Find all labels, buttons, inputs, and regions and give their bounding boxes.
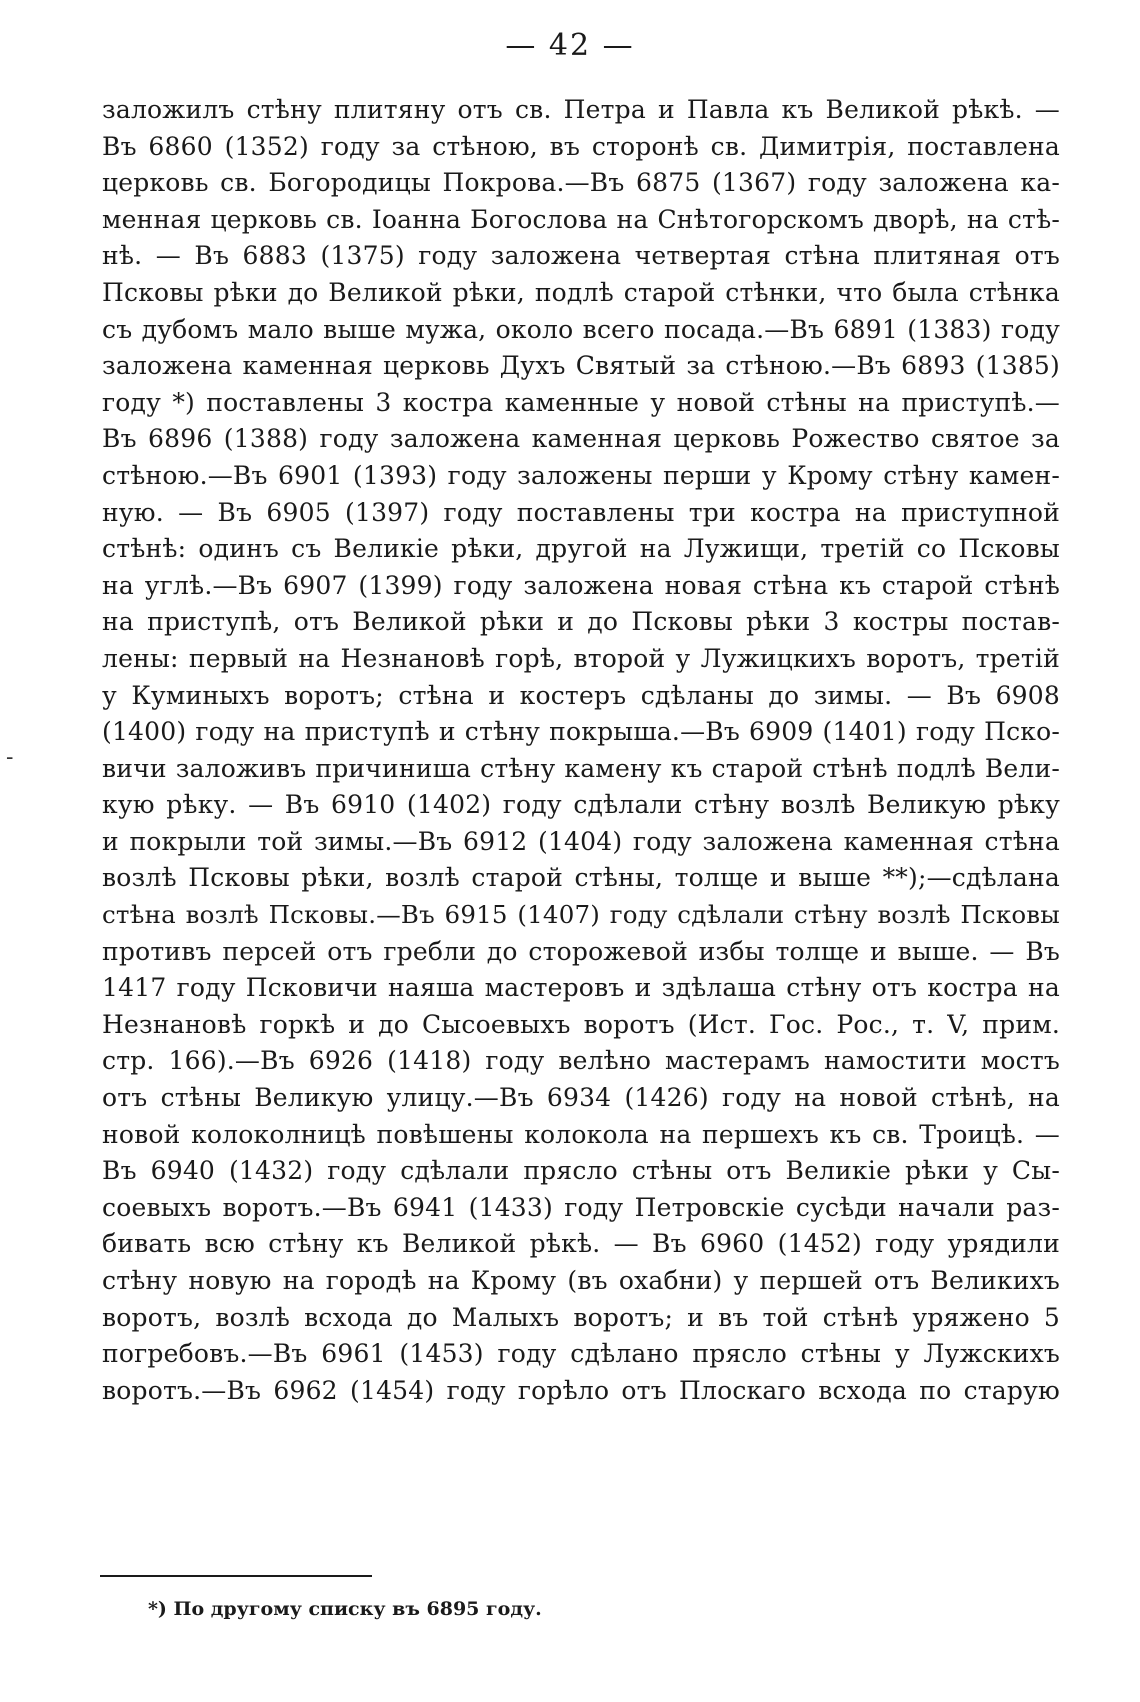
text-line: противъ персей отъ гребли до сторожевой избы толще и выше. — Въ [102,936,1060,966]
footnotes [148,1592,1068,1660]
text-line: Въ 6896 (1388) году заложена каменная церковь Рожество святое за [102,424,1060,454]
text-line: соевыхъ воротъ.—Въ 6941 (1433) году Петровскіе сусѣди начали раз- [102,1192,1060,1222]
text-line: стѣна возлѣ Псковы.—Въ 6915 (1407) году сдѣлали стѣну возлѣ Псковы [102,900,1060,930]
text-line: вичи заложивъ причиниша стѣну камену къ старой стѣнѣ подлѣ Вели- [102,753,1060,783]
text-line: заложена каменная церковь Духъ Святый за стѣною.—Въ 6893 (1385) [102,351,1060,381]
text-line: (1400) году на приступѣ и стѣну покрыша.—Въ 6909 (1401) году Пско- [102,717,1060,747]
text-line: Псковы рѣки до Великой рѣки, подлѣ старой стѣнки, что была стѣнка [102,277,1060,307]
text-line: кую рѣку. — Въ 6910 (1402) году сдѣлали стѣну возлѣ Великую рѣку [102,790,1060,820]
page-number: — 42 — [505,28,635,63]
text-line: у Куминыхъ воротъ; стѣна и костеръ сдѣланы до зимы. — Въ 6908 [102,680,1060,710]
text-line: Незнановѣ горкѣ и до Сысоевыхъ воротъ (Ист. Гос. Рос., т. V, прим. [102,1009,1060,1039]
text-line: бивать всю стѣну къ Великой рѣкѣ. — Въ 6960 (1452) году урядили [102,1229,1060,1259]
margin-mark: - [6,745,14,770]
text-line: году *) поставлены 3 костра каменные у новой стѣны на приступѣ.— [102,387,1060,417]
footnote-divider [100,1575,372,1577]
text-line: на приступѣ, отъ Великой рѣки и до Псковы рѣки 3 костры постав- [102,607,1060,637]
text-line: нѣ. — Въ 6883 (1375) году заложена четвертая стѣна плитяная отъ [102,241,1060,271]
main-text [102,92,1060,1409]
text-line: ную. — Въ 6905 (1397) году поставлены три костра на приступной [102,497,1060,527]
text-line: воротъ, возлѣ всхода до Малыхъ воротъ; и въ той стѣнѣ уряжено 5 [102,1302,1060,1332]
text-line: стѣну новую на городѣ на Крому (въ охабни) у першей отъ Великихъ [102,1266,1060,1295]
text-line: 1417 году Псковичи наяша мастеровъ и здѣлаша стѣну отъ костра на [102,973,1060,1003]
text-line: Въ 6940 (1432) году сдѣлали прясло стѣны отъ Великіе рѣки у Сы- [102,1156,1060,1186]
text-line: стѣною.—Въ 6901 (1393) году заложены перши у Крому стѣну камен- [102,460,1060,490]
text-line: съ дубомъ мало выше мужа, около всего посада.—Въ 6891 (1383) году [102,314,1060,344]
text-line: заложилъ стѣну плитяну отъ св. Петра и Павла къ Великой рѣкѣ. — [102,95,1060,124]
text-line: стр. 166).—Въ 6926 (1418) году велѣно мастерамъ намостити мостъ [102,1046,1060,1076]
text-line: новой колоколницѣ повѣшены колокола на першехъ къ св. Троицѣ. — [102,1119,1060,1149]
text-line: и покрыли той зимы.—Въ 6912 (1404) году заложена каменная стѣна [102,826,1060,856]
text-line: воротъ.—Въ 6962 (1454) году горѣло отъ Плоскаго всхода по старую [102,1375,1060,1405]
text-line: на углѣ.—Въ 6907 (1399) году заложена новая стѣна къ старой стѣнѣ [102,570,1060,600]
text-line: стѣнѣ: одинъ съ Великіе рѣки, другой на Лужищи, третій со Псковы [102,534,1060,564]
footnote-2 [138,1626,1068,1660]
text-line: возлѣ Псковы рѣки, возлѣ старой стѣны, толще и выше **);—сдѣлана [102,863,1060,893]
text-line: отъ стѣны Великую улицу.—Въ 6934 (1426) году на новой стѣнѣ, на [102,1083,1060,1113]
footnote-1: *) По другому списку въ 6895 году. [148,1598,542,1620]
text-line: лены: первый на Незнановѣ горѣ, второй у Лужицкихъ воротъ, третій [102,643,1060,673]
text-line: Въ 6860 (1352) году за стѣною, въ сторонѣ св. Димитрія, поставлена [102,131,1060,161]
text-line: церковь св. Богородицы Покрова.—Въ 6875 (1367) году заложена ка- [102,168,1060,198]
text-line: погребовъ.—Въ 6961 (1453) году сдѣлано прясло стѣны у Лужскихъ [102,1339,1060,1369]
text-line: менная церковь св. Іоанна Богослова на Снѣтогорскомъ дворѣ, на стѣ- [102,204,1060,234]
